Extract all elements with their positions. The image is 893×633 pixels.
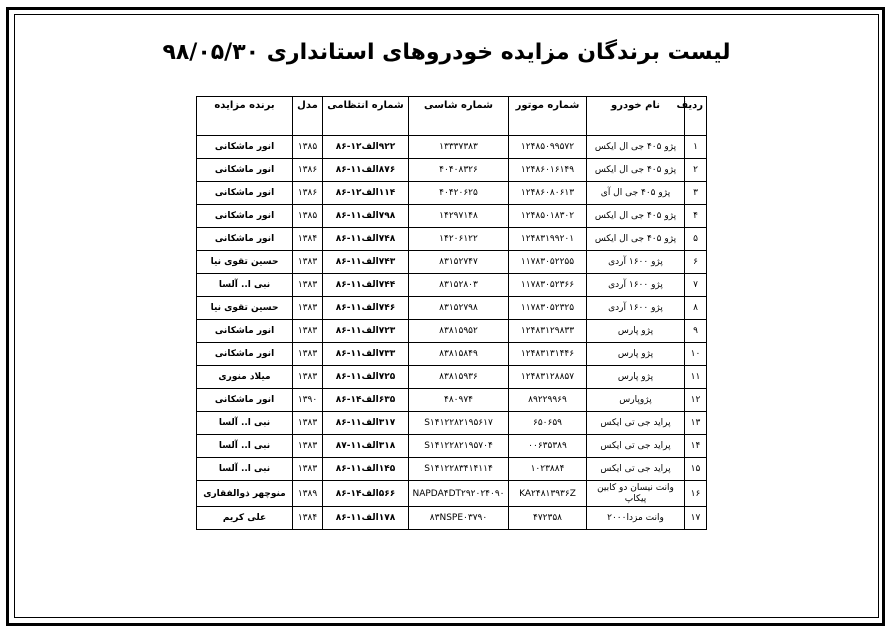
cell-car-name: پژوپارس [587, 389, 685, 412]
cell-row-number: ۱۲ [685, 389, 707, 412]
cell-plate-number: ۶۳۵الف۱۴-۸۶ [323, 389, 409, 412]
cell-car-name: پژو ۴۰۵ جی ال ایکس [587, 136, 685, 159]
cell-chassis-number: ۸۳۸۱۵۹۳۶ [409, 366, 509, 389]
cell-winner: انور ماشکانی [197, 389, 293, 412]
cell-model-year: ۱۳۸۳ [293, 251, 323, 274]
cell-car-name: پژو ۱۶۰۰ آردی [587, 274, 685, 297]
table-row [197, 159, 707, 182]
cell-model-year: ۱۳۸۳ [293, 274, 323, 297]
cell-winner: انور ماشکانی [197, 182, 293, 205]
cell-car-name: پراید جی تی ایکس [587, 435, 685, 458]
cell-engine-number: KA۲۴۸۱۳۹۳۶Z [509, 481, 587, 507]
cell-engine-number: ۰۰۶۳۵۳۸۹ [509, 435, 587, 458]
cell-chassis-number: ۸۳۸۱۵۸۴۹ [409, 343, 509, 366]
cell-winner: حسین تقوی نیا [197, 297, 293, 320]
cell-winner: میلاد منوری [197, 366, 293, 389]
cell-plate-number: ۹۲۲الف۱۲-۸۶ [323, 136, 409, 159]
table-row [197, 274, 707, 297]
cell-row-number: ۱۵ [685, 458, 707, 481]
table-row [197, 343, 707, 366]
cell-car-name: پراید جی تی ایکس [587, 412, 685, 435]
cell-car-name: پژو پارس [587, 366, 685, 389]
cell-row-number: ۹ [685, 320, 707, 343]
cell-plate-number: ۷۴۴الف۱۱-۸۶ [323, 274, 409, 297]
auction-winners-table [196, 96, 707, 530]
cell-chassis-number: ۴۸۰۹۷۴ [409, 389, 509, 412]
cell-winner: منوچهر ذوالفقاری [197, 481, 293, 507]
cell-model-year: ۱۳۸۳ [293, 366, 323, 389]
cell-model-year: ۱۳۸۴ [293, 228, 323, 251]
cell-winner: انور ماشکانی [197, 228, 293, 251]
cell-winner: انور ماشکانی [197, 136, 293, 159]
cell-chassis-number: ۱۳۳۳۷۳۸۳ [409, 136, 509, 159]
cell-row-number: ۱۳ [685, 412, 707, 435]
cell-engine-number: ۶۵۰۶۵۹ [509, 412, 587, 435]
cell-car-name: پراید جی تی ایکس [587, 458, 685, 481]
cell-plate-number: ۷۲۳الف۱۱-۸۶ [323, 320, 409, 343]
cell-winner: حسین تقوی نیا [197, 251, 293, 274]
cell-model-year: ۱۳۸۳ [293, 412, 323, 435]
cell-engine-number: ۴۷۲۳۵۸ [509, 507, 587, 530]
cell-plate-number: ۷۹۸الف۱۱-۸۶ [323, 205, 409, 228]
cell-engine-number: ۱۲۴۸۳۱۹۹۲۰۱ [509, 228, 587, 251]
cell-row-number: ۴ [685, 205, 707, 228]
cell-plate-number: ۷۴۸الف۱۱-۸۶ [323, 228, 409, 251]
cell-row-number: ۱۴ [685, 435, 707, 458]
cell-model-year: ۱۳۸۵ [293, 205, 323, 228]
cell-chassis-number: ۸۳۱۵۲۷۴۷ [409, 251, 509, 274]
cell-engine-number: ۱۲۴۸۶۰۱۶۱۴۹ [509, 159, 587, 182]
header-engine-number: شماره موتور [509, 97, 587, 136]
cell-model-year: ۱۳۸۶ [293, 182, 323, 205]
cell-chassis-number: ۱۴۲۹۷۱۴۸ [409, 205, 509, 228]
cell-model-year: ۱۳۹۰ [293, 389, 323, 412]
cell-model-year: ۱۳۸۳ [293, 435, 323, 458]
cell-model-year: ۱۳۸۵ [293, 136, 323, 159]
cell-car-name: پژو ۱۶۰۰ آردی [587, 297, 685, 320]
cell-winner: علی کریم [197, 507, 293, 530]
cell-chassis-number: S۱۴۱۲۲۸۲۱۹۵۶۱۷ [409, 412, 509, 435]
cell-plate-number: ۳۱۸الف۱۱-۸۷ [323, 435, 409, 458]
cell-winner: نبی ا.. آلسا [197, 435, 293, 458]
cell-model-year: ۱۳۸۳ [293, 297, 323, 320]
table-row [197, 458, 707, 481]
cell-chassis-number: S۱۴۱۲۲۸۲۱۹۵۷۰۴ [409, 435, 509, 458]
cell-row-number: ۳ [685, 182, 707, 205]
cell-engine-number: ۱۲۴۸۳۱۲۸۸۵۷ [509, 366, 587, 389]
table-row [197, 320, 707, 343]
cell-engine-number: ۸۹۲۲۹۹۶۹ [509, 389, 587, 412]
cell-engine-number: ۱۱۷۸۳۰۵۲۳۲۵ [509, 297, 587, 320]
cell-car-name: پژو ۴۰۵ جی ال ایکس [587, 205, 685, 228]
cell-model-year: ۱۳۸۶ [293, 159, 323, 182]
cell-car-name: پژو ۴۰۵ جی ال آی [587, 182, 685, 205]
cell-winner: انور ماشکانی [197, 159, 293, 182]
cell-chassis-number: ۴۰۴۲۰۶۲۵ [409, 182, 509, 205]
table-row [197, 412, 707, 435]
cell-plate-number: ۱۱۴الف۱۲-۸۶ [323, 182, 409, 205]
cell-engine-number: ۱۱۷۸۳۰۵۲۳۶۶ [509, 274, 587, 297]
cell-row-number: ۱۷ [685, 507, 707, 530]
cell-row-number: ۱۰ [685, 343, 707, 366]
cell-plate-number: ۵۶۶الف۱۴-۸۶ [323, 481, 409, 507]
cell-model-year: ۱۳۸۳ [293, 343, 323, 366]
cell-car-name: پژو ۱۶۰۰ آردی [587, 251, 685, 274]
cell-model-year: ۱۳۸۳ [293, 320, 323, 343]
cell-car-name: پژو پارس [587, 320, 685, 343]
cell-chassis-number: ۸۳NSPE۰۳۷۹۰ [409, 507, 509, 530]
cell-chassis-number: ۱۴۲۰۶۱۲۲ [409, 228, 509, 251]
header-model-year: مدل [293, 97, 323, 136]
cell-model-year: ۱۳۸۴ [293, 507, 323, 530]
cell-engine-number: ۱۱۷۸۳۰۵۲۲۵۵ [509, 251, 587, 274]
cell-engine-number: ۱۲۴۸۳۱۲۹۸۳۳ [509, 320, 587, 343]
cell-model-year: ۱۳۸۹ [293, 481, 323, 507]
cell-row-number: ۸ [685, 297, 707, 320]
cell-row-number: ۲ [685, 159, 707, 182]
cell-plate-number: ۱۴۵الف۱۱-۸۶ [323, 458, 409, 481]
cell-chassis-number: ۸۳۸۱۵۹۵۲ [409, 320, 509, 343]
document-title: لیست برندگان مزایده خودروهای استانداری ۹۸/۰۵/۳۰ [162, 40, 731, 65]
table-row [197, 136, 707, 159]
cell-row-number: ۷ [685, 274, 707, 297]
cell-plate-number: ۳۱۷الف۱۱-۸۶ [323, 412, 409, 435]
cell-chassis-number: ۴۰۴۰۸۳۲۶ [409, 159, 509, 182]
cell-row-number: ۶ [685, 251, 707, 274]
cell-car-name: پژو ۴۰۵ جی ال ایکس [587, 159, 685, 182]
cell-engine-number: ۱۲۴۸۵۰۹۹۵۷۲ [509, 136, 587, 159]
cell-winner: انور ماشکانی [197, 205, 293, 228]
header-chassis-number: شماره شاسی [409, 97, 509, 136]
cell-row-number: ۱۶ [685, 481, 707, 507]
cell-engine-number: ۱۲۴۸۳۱۳۱۴۴۶ [509, 343, 587, 366]
cell-car-name: پژو پارس [587, 343, 685, 366]
cell-car-name: وانت مزدا۲۰۰۰ [587, 507, 685, 530]
cell-engine-number: ۱۲۴۸۶۰۸۰۶۱۳ [509, 182, 587, 205]
cell-row-number: ۵ [685, 228, 707, 251]
header-winner: برنده مزایده [197, 97, 293, 136]
cell-plate-number: ۷۴۳الف۱۱-۸۶ [323, 251, 409, 274]
cell-winner: انور ماشکانی [197, 320, 293, 343]
cell-winner: انور ماشکانی [197, 343, 293, 366]
cell-chassis-number: S۱۴۱۲۲۸۳۴۱۴۱۱۴ [409, 458, 509, 481]
table-row [197, 182, 707, 205]
cell-model-year: ۱۳۸۳ [293, 458, 323, 481]
cell-row-number: ۱۱ [685, 366, 707, 389]
cell-chassis-number: ۸۳۱۵۲۸۰۳ [409, 274, 509, 297]
header-car-name: نام خودرو [587, 97, 685, 136]
cell-winner: نبی ا.. آلسا [197, 412, 293, 435]
cell-row-number: ۱ [685, 136, 707, 159]
table-row [197, 297, 707, 320]
cell-car-name: پژو ۴۰۵ جی ال ایکس [587, 228, 685, 251]
table-row [197, 435, 707, 458]
cell-plate-number: ۷۴۶الف۱۱-۸۶ [323, 297, 409, 320]
cell-winner: نبی ا.. آلسا [197, 458, 293, 481]
cell-plate-number: ۷۲۵الف۱۱-۸۶ [323, 366, 409, 389]
table-row [197, 251, 707, 274]
cell-chassis-number: NAPDA۴DT۲۹۲۰۲۴۰۹۰ [409, 481, 509, 507]
cell-winner: نبی ا.. آلسا [197, 274, 293, 297]
table-row [197, 366, 707, 389]
cell-plate-number: ۷۳۳الف۱۱-۸۶ [323, 343, 409, 366]
header-row-number: ردیف [685, 97, 707, 136]
table-header-row [197, 97, 707, 136]
cell-engine-number: ۱۰۲۳۸۸۴ [509, 458, 587, 481]
table-row [197, 389, 707, 412]
cell-plate-number: ۸۷۶الف۱۱-۸۶ [323, 159, 409, 182]
cell-chassis-number: ۸۳۱۵۲۷۹۸ [409, 297, 509, 320]
cell-plate-number: ۱۷۸الف۱۱-۸۶ [323, 507, 409, 530]
table-row [197, 507, 707, 530]
table-row [197, 228, 707, 251]
header-plate-number: شماره انتظامی [323, 97, 409, 136]
table-row [197, 481, 707, 507]
table-row [197, 205, 707, 228]
cell-engine-number: ۱۲۴۸۵۰۱۸۳۰۲ [509, 205, 587, 228]
cell-car-name: وانت نیسان دو کابین پیکاپ [587, 481, 685, 507]
